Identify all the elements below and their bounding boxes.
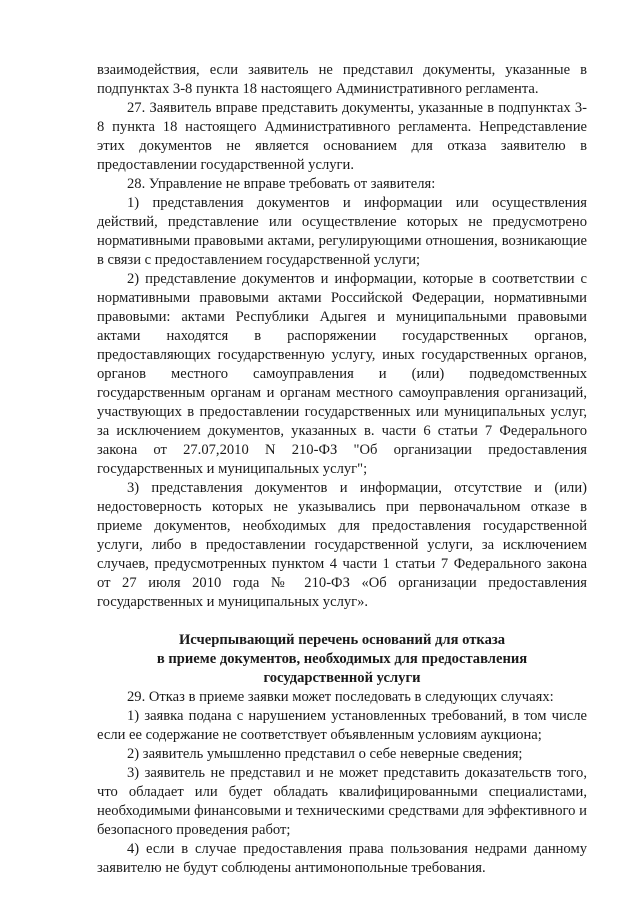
- paragraph-28-item-1: 1) представления документов и информации или осуществления действий, представление или осуществление которых не предусмотрено нормативными правовыми актами, регулирующими отношения, возникающие в связи с предоставлением государственной услуги;: [97, 195, 587, 268]
- paragraph-29: 29. Отказ в приеме заявки может последовать в следующих случаях:: [127, 689, 554, 705]
- paragraph-29-item-1: 1) заявка подана с нарушением установленных требований, в том числе если ее содержание не соответствует объявленным условиям аукциона;: [97, 708, 587, 743]
- paragraph-29-item-2: 2) заявитель умышленно представил о себе неверные сведения;: [127, 746, 523, 762]
- paragraph-28: 28. Управление не вправе требовать от заявителя:: [127, 176, 436, 192]
- section-heading-line-2: в приеме документов, необходимых для предоставления: [156, 651, 528, 667]
- paragraph-28-item-2: 2) представление документов и информации, которые в соответствии с нормативными правовыми актами Российской Федерации, нормативными правовыми: актами Республики Адыгея и муниципальными правовыми актами находятся в распоряжении государственных органов, предоставляющих государственную услугу, иных государственных органов, органов местного самоуправления и (или) подведомственных государственным органам и органам местного самоуправления организаций, участвующих в предоставлении государственных или муниципальных услуг, за исключением документов, указанных в. части 6 статьи 7 Федерального закона от 27.07,2010 N 210-ФЗ "Об организации предоставления государственных и муниципальных услуг";: [97, 271, 587, 477]
- paragraph-continuation: взаимодействия, если заявитель не представил документы, указанные в подпунктах 3-8 пункта 18 настоящего Административного регламента.: [97, 62, 587, 97]
- paragraph-29-item-3: 3) заявитель не представил и не может представить доказательств того, что обладает или будет обладать квалифицированными специалистами, необходимыми финансовыми и техническими средствами для эффективного и безопасного проведения работ;: [97, 765, 587, 838]
- section-heading: [97, 631, 587, 688]
- section-heading-line-3: государственной услуги: [263, 670, 421, 686]
- document-page: [97, 61, 587, 878]
- paragraph-29-item-4: 4) если в случае предоставления права пользования недрами данному заявителю не будут соблюдены антимонопольные требования.: [97, 841, 587, 876]
- paragraph-28-item-3: 3) представления документов и информации, отсутствие и (или) недостоверность которых не указывались при первоначальном отказе в приеме документов, необходимых для предоставления государственной услуги, либо в предоставлении государственной услуги, за исключением случаев, предусмотренных пунктом 4 части 1 статьи 7 Федерального закона от 27 июля 2010 года № 210-ФЗ «Об организации предоставления государственных и муниципальных услуг».: [97, 480, 587, 610]
- section-heading-line-1: Исчерпывающий перечень оснований для отказа: [178, 632, 506, 648]
- section-gap: [97, 612, 587, 631]
- paragraph-27: 27. Заявитель вправе представить документы, указанные в подпунктах 3-8 пункта 18 настоящего Административного регламента. Непредставление этих документов не является основанием для отказа заявителю в предоставлении государственной услуги.: [97, 100, 587, 173]
